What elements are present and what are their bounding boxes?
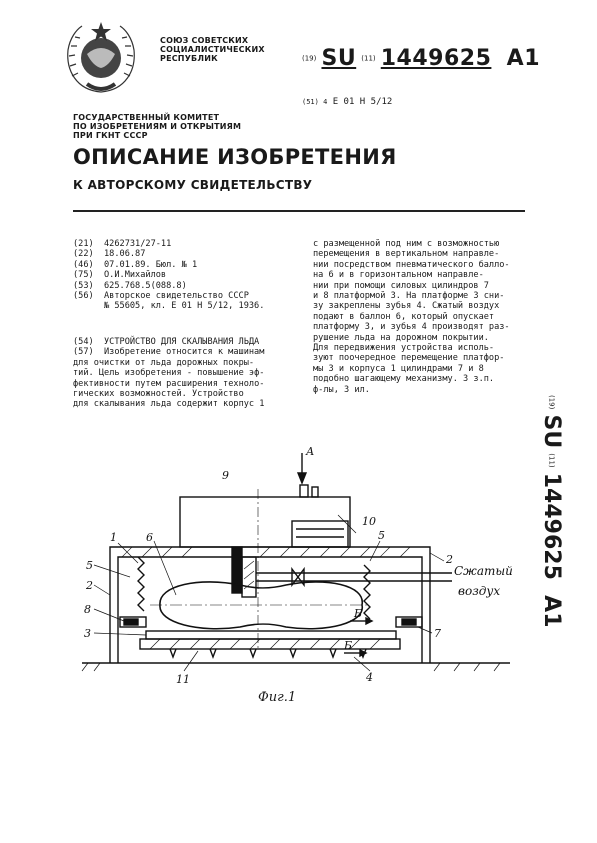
label-4: 4: [366, 671, 373, 684]
label-10: 10: [362, 515, 376, 528]
ipc-classification: (51) 4 Е 01 Н 5/12: [302, 97, 393, 107]
figure-caption: Фиг.1: [258, 690, 297, 705]
biblio-row: (22) 18.06.87: [73, 249, 146, 260]
label-11: 11: [176, 673, 190, 686]
header-divider: [73, 210, 525, 212]
abstract-left: [73, 337, 309, 410]
label-8: 8: [84, 603, 91, 616]
air-label-line2: воздух: [458, 584, 501, 598]
abstract-text: (57) Изобретение относится к машинам для очистки от льда дорожных покры- тий. Цель изобретения - повышение эф- фективности путем расширения техноло- гических возможностей. Устройство для скалывания льда содержит корпус 1: [73, 347, 265, 410]
air-label-line1: Сжатый: [454, 564, 513, 578]
patent-number-header: (19) SU (11) 1449625 A1: [302, 46, 541, 71]
document-subtitle: К АВТОРСКОМУ СВИДЕТЕЛЬСТВУ: [73, 178, 313, 192]
biblio-row: (21) 4262731/27-11: [73, 239, 172, 249]
agency-name: ГОСУДАРСТВЕННЫЙ КОМИТЕТ ПО ИЗОБРЕТЕНИЯМ И ОТКРЫТИЯМ ПРИ ГКНТ СССР: [73, 113, 242, 140]
view-label: А: [306, 445, 315, 458]
biblio-row: (56) Авторское свидетельство СССР: [73, 291, 249, 302]
patent-number-vertical: (19) SU (11) 1449625 A1: [539, 395, 564, 628]
biblio-row: (75) О.И.Михайлов: [73, 270, 167, 281]
label-1: 1: [110, 531, 117, 544]
abstract-right: с размещенной под ним с возможностью перемещения в вертикальном направле- нии посредством пневматического балло- на 6 и в горизонтальном направле- нии при помощи силовых цилиндров 7 и 8 платформой 3. На платформе 3 сни- зу закреплены зубья 4. Сжатый воздух подают в баллон 6, который опускает платформу 3, и зубья 4 производят раз- рушение льда на дорожном покрытии. Для передвижения устройства исполь- зуют поочередное перемещение платфор- мы 3 и корпуса 1 цилиндрами 7 и 8 подобно шагающему механизму. 3 з.п. ф-лы, 3 ил.: [313, 239, 510, 395]
label-2-left: 2: [86, 579, 93, 592]
label-3: 3: [84, 627, 91, 640]
label-b-bottom: Б: [344, 639, 353, 652]
label-2-right: 2: [446, 553, 453, 566]
label-5-right: 5: [378, 529, 385, 542]
label-9: 9: [222, 469, 229, 482]
label-5-left: 5: [86, 559, 93, 572]
label-6: 6: [146, 531, 153, 544]
union-name: СОЮЗ СОВЕТСКИХ СОЦИАЛИСТИЧЕСКИХ РЕСПУБЛИК: [160, 36, 265, 63]
biblio-row: (46) 07.01.89. Бюл. № 1: [73, 259, 198, 270]
figure-1-drawing: [80, 445, 540, 715]
label-7: 7: [434, 627, 441, 640]
ussr-emblem: [62, 20, 140, 96]
biblio-row: (53) 625.768.5(088.8): [73, 280, 187, 291]
document-title: ОПИСАНИЕ ИЗОБРЕТЕНИЯ: [73, 145, 397, 169]
invention-name: (54) УСТРОЙСТВО ДЛЯ СКАЛЫВАНИЯ ЛЬДА: [73, 337, 260, 347]
bibliographic-data: [73, 239, 309, 312]
label-b-top: Б: [354, 607, 363, 620]
biblio-row: № 55605, кл. Е 01 Н 5/12, 1936.: [104, 301, 265, 312]
